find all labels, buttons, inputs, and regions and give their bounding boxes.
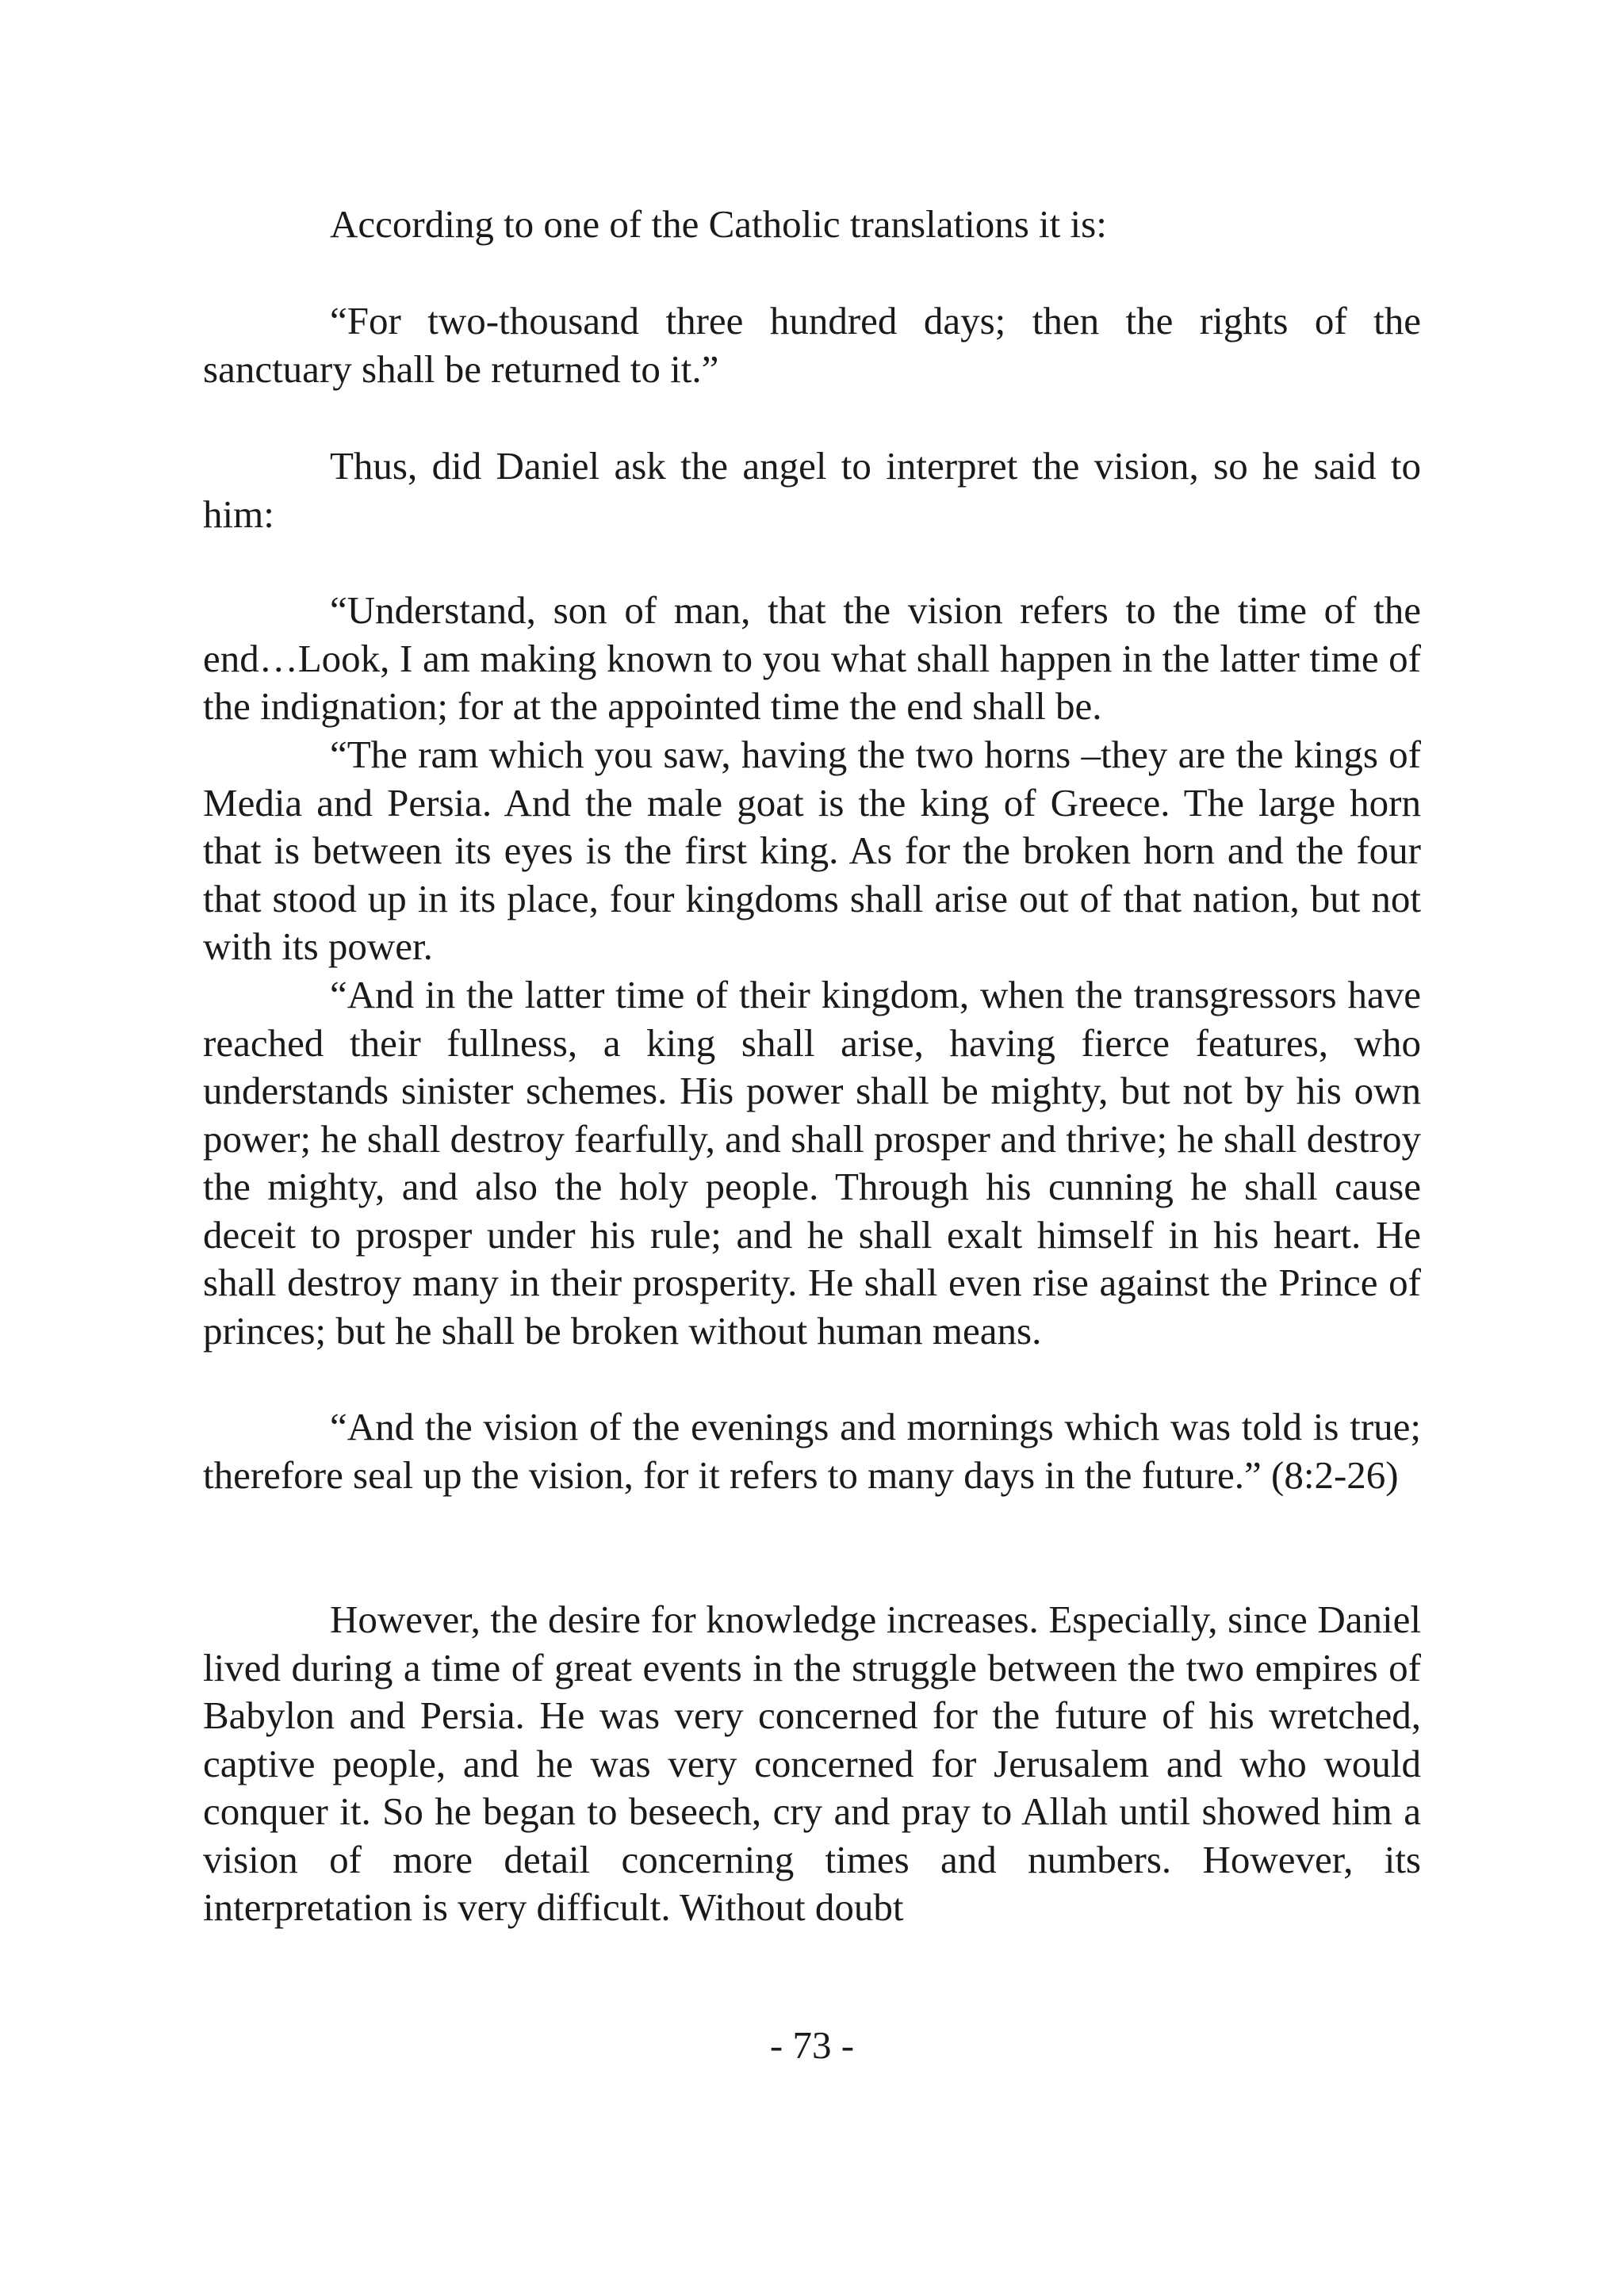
page-number: - 73 - (769, 2023, 855, 2067)
paragraph-evenings-and-mornings-quote: “And the vision of the evenings and mornings which was told is true; therefore seal up the vision, for it refers to many days in the future.” (8:2-26) (203, 1405, 1421, 1497)
paragraph-desire-for-knowledge: However, the desire for knowledge increases. Especially, since Daniel lived during a time of great events in the struggle between the two empires of Babylon and Persia. He was very concerned for the future of his wretched, captive people, and he was very concerned for Jerusalem and who would conquer it. So he began to beseech, cry and pray to Allah until showed him a vision of more detail concerning times and numbers. However, its interpretation is very difficult. Without doubt (203, 1598, 1421, 1929)
paragraph-two-thousand-three-hundred-days-quote: “For two-thousand three hundred days; then the rights of the sanctuary shall be returned to it.” (203, 299, 1421, 391)
paragraph-ram-two-horns-quote: “The ram which you saw, having the two horns –they are the kings of Media and Persia. And the male goat is the king of Greece. The large horn that is between its eyes is the first king. As for the broken horn and the four that stood up in its place, four kingdoms shall arise out of that nation, but not with its power. (203, 733, 1421, 968)
paragraph-latter-time-kingdom-quote: “And in the latter time of their kingdom, when the transgressors have reached their fullness, a king shall arise, having fierce features, who understands sinister schemes. His power shall be mighty, but not by his own power; he shall destroy fearfully, and shall prosper and thrive; he shall destroy the mighty, and also the holy people. Through his cunning he shall cause deceit to prosper under his rule; and he shall exalt himself in his heart. He shall destroy many in their prosperity. He shall even rise against the Prince of princes; but he shall be broken without human means. (203, 973, 1421, 1353)
paragraph-catholic-translation-intro: According to one of the Catholic translations it is: (330, 202, 1107, 246)
paragraph-understand-son-of-man-quote: “Understand, son of man, that the vision refers to the time of the end…Look, I am making known to you what shall happen in the latter time of the indignation; for at the appointed time the end shall be. (203, 588, 1421, 728)
paragraph-daniel-asks-angel: Thus, did Daniel ask the angel to interpret the vision, so he said to him: (203, 444, 1421, 536)
